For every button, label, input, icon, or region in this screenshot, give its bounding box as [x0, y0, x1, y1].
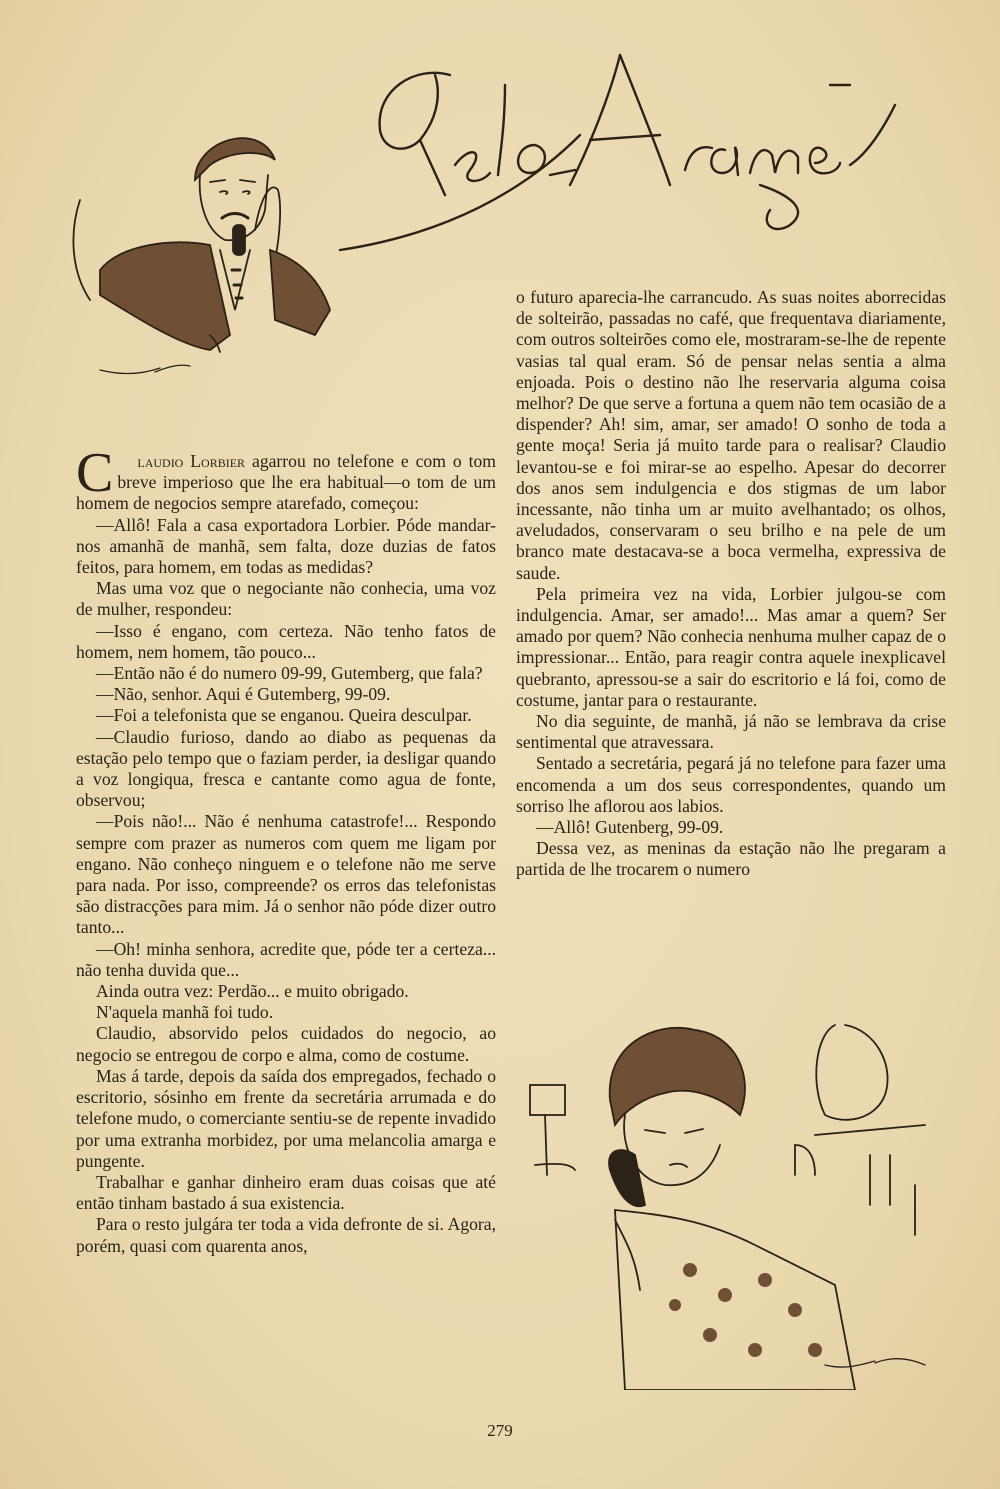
- opening-text: agarrou no telefone e com o tom breve imperioso que lhe era habitual—o tom de um homem de negocios sempre atarefado, começou:: [76, 451, 496, 514]
- woman-on-telephone-illustration: [515, 1005, 945, 1390]
- paragraph: —Foi a telefonista que se enganou. Queira desculpar.: [96, 705, 472, 726]
- paragraph: Pela primeira vez na vida, Lorbier julgou-se com indulgencia. Amar, ser amado!... Mas amar a quem? Ser amado por quem? Não conhecia nenhuma mulher capaz de o impressionar... Então, para reagir contra aquele inexplicavel quebranto, apressou-se a sair do escritorio e lá foi, como de costume, jantar para o restaurante.: [516, 583, 946, 710]
- paragraph: Para o resto julgára ter toda a vida defronte de si. Agora, porém, quasi com quarenta anos,: [76, 1214, 496, 1256]
- paragraph: —Claudio furioso, dando ao diabo as pequenas da estação pelo tempo que o faziam perder, ia desligar quando a voz longiqua, fresca e cantante como agua de fonte, observou;: [76, 726, 496, 811]
- page-number: 279: [487, 1421, 513, 1440]
- paragraph: N'aquela manhã foi tudo.: [96, 1002, 274, 1023]
- opening-small-caps: laudio Lorbier: [137, 451, 246, 471]
- paragraph: —Allô! Gutenberg, 99-09.: [536, 817, 724, 838]
- title-lettering: [320, 45, 900, 260]
- article-left-column: [76, 442, 496, 1257]
- paragraph: Mas uma voz que o negociante não conhecia, uma voz de mulher, respondeu:: [76, 578, 496, 620]
- man-on-telephone-illustration: [60, 120, 390, 420]
- paragraph: —Isso é engano, com certeza. Não tenho fatos de homem, nem homem, tão pouco...: [76, 620, 496, 662]
- paragraph: Sentado a secretária, pegará já no telefone para fazer uma encomenda a um dos seus correspondentes, quando um sorriso lhe aflorou aos labios.: [516, 753, 946, 816]
- paragraph: Dessa vez, as meninas da estação não lhe pregaram a partida de lhe trocarem o numero: [516, 838, 946, 880]
- paragraph: Trabalhar e ganhar dinheiro eram duas coisas que até então tinham bastado á sua existencia.: [76, 1171, 496, 1214]
- drop-cap: C: [76, 442, 114, 504]
- paragraph: Ainda outra vez: Perdão... e muito obrigado.: [96, 981, 409, 1002]
- article-right-column: [516, 287, 946, 881]
- paragraph: —Allô! Fala a casa exportadora Lorbier. Póde mandar-nos amanhã de manhã, sem falta, doze duzias de fatos feitos, para homem, em todas as medidas?: [76, 514, 496, 578]
- paragraph: o futuro aparecia-lhe carrancudo. As suas noites aborrecidas de solteirão, passadas no café, que frequentava diariamente, com outros solteirões como ele, mostraram-se-lhe de repente vasias tal qual eram. Só de pensar nelas sentia a alma enjoada. Pois o destino não lhe reservaria alguma coisa melhor? De que serve a fortuna a quem não tem ocasião de a dispender? Ah! sim, amar, ser amado! O sonho de toda a gente moça! Seria já muito tarde para o realisar? Claudio levantou-se e foi mirar-se ao espelho. Apesar do decorrer dos anos sem indulgencia e dos stigmas de um labor incessante, não tinha um ar muito avelhantado; os olhos, aveludados, conservaram o seu brilho e na pele de um branco mate destacava-se a boca vermelha, expressiva de saude.: [516, 287, 946, 583]
- paragraph: —Então não é do numero 09-99, Gutemberg, que fala?: [96, 663, 483, 684]
- paragraph: —Não, senhor. Aqui é Gutemberg, 99-09.: [96, 684, 391, 705]
- opening-paragraph: [76, 442, 496, 515]
- paragraph: No dia seguinte, de manhã, já não se lembrava da crise sentimental que atravessara.: [516, 711, 946, 753]
- paragraph: —Pois não!... Não é nenhuma catastrofe!... Respondo sempre com prazer as numeros com quem me ligam por engano. Não conheço ninguem e o telefone não me serve para nada. Por isso, compreende? os erros das telefonistas são distracções para mim. Já o senhor não póde dizer outro tanto...: [76, 811, 496, 938]
- paragraph: —Oh! minha senhora, acredite que, póde ter a certeza... não tenha duvida que...: [76, 938, 496, 980]
- paragraph: Claudio, absorvido pelos cuidados do negocio, ao negocio se entregou de corpo e alma, como de costume.: [76, 1023, 496, 1065]
- paragraph: Mas á tarde, depois da saída dos empregados, fechado o escritorio, sósinho em frente da secretária arrumada e do telefone mudo, o comerciante sentiu-se de repente invadido por uma extranha morbidez, por uma melancolia amarga e pungente.: [76, 1065, 496, 1171]
